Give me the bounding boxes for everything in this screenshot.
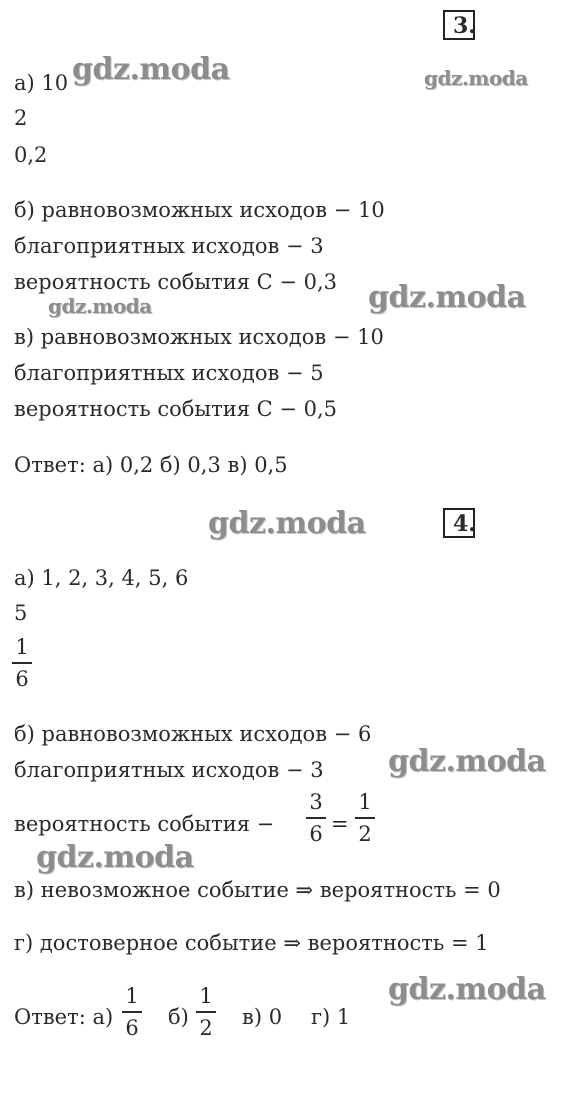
watermark: gdz.moda <box>424 66 528 90</box>
task-3-answer: Ответ: а) 0,2 б) 0,3 в) 0,5 <box>14 453 288 477</box>
task-4b-fraction-1 <box>306 792 326 845</box>
task-4b-equals: = <box>331 812 349 836</box>
fraction-denominator: 6 <box>125 1016 139 1040</box>
fraction-bar <box>122 1011 142 1013</box>
task-3c-line-2: благоприятных исходов − 5 <box>14 361 324 385</box>
fraction-numerator: 1 <box>358 790 372 814</box>
task-4-answer-a-fraction <box>122 986 142 1039</box>
task-4b-fraction-2 <box>355 792 375 845</box>
task-4b-line-3-prefix: вероятность события − <box>14 812 275 836</box>
task-4-answer-c: в) 0 <box>242 1005 283 1029</box>
fraction-numerator: 1 <box>15 635 29 659</box>
task-4a-line-1: а) 1, 2, 3, 4, 5, 6 <box>14 566 189 590</box>
task-4-answer-prefix: Ответ: а) <box>14 1005 114 1029</box>
fraction-bar <box>355 817 375 819</box>
task-3-number-box <box>443 10 475 40</box>
watermark: gdz.moda <box>36 840 194 875</box>
watermark: gdz.moda <box>388 972 546 1007</box>
fraction-numerator: 3 <box>309 790 323 814</box>
task-3a-line-1: а) 10 <box>14 71 69 95</box>
task-3a-line-3: 0,2 <box>14 143 48 167</box>
task-4b-line-2: благоприятных исходов − 3 <box>14 758 324 782</box>
task-4-number-box <box>443 508 475 538</box>
task-3b-line-3: вероятность события С − 0,3 <box>14 270 338 294</box>
task-3b-line-2: благоприятных исходов − 3 <box>14 234 324 258</box>
task-4-answer-d: г) 1 <box>311 1005 351 1029</box>
fraction-numerator: 1 <box>125 984 139 1008</box>
task-4c-line: в) невозможное событие ⇒ вероятность = 0 <box>14 878 501 902</box>
watermark: gdz.moda <box>48 294 152 318</box>
fraction-denominator: 6 <box>15 667 29 691</box>
watermark: gdz.moda <box>388 744 546 779</box>
task-4b-line-1: б) равновозможных исходов − 6 <box>14 722 372 746</box>
fraction-bar <box>306 817 326 819</box>
watermark: gdz.moda <box>72 52 230 87</box>
watermark: gdz.moda <box>368 280 526 315</box>
task-4d-line: г) достоверное событие ⇒ вероятность = 1 <box>14 931 489 955</box>
task-3c-line-1: в) равновозможных исходов − 10 <box>14 325 384 349</box>
task-3a-line-2: 2 <box>14 106 28 130</box>
task-3c-line-3: вероятность события С − 0,5 <box>14 397 338 421</box>
task-4a-fraction <box>12 637 32 690</box>
fraction-bar <box>196 1011 216 1013</box>
task-4a-line-2: 5 <box>14 601 28 625</box>
task-3-number: 3. <box>453 13 476 39</box>
task-3b-line-1: б) равновозможных исходов − 10 <box>14 198 385 222</box>
task-4-answer-b-fraction <box>196 986 216 1039</box>
fraction-denominator: 6 <box>309 822 323 846</box>
task-4-number: 4. <box>453 511 476 537</box>
fraction-bar <box>12 662 32 664</box>
fraction-denominator: 2 <box>358 822 372 846</box>
fraction-numerator: 1 <box>199 984 213 1008</box>
watermark: gdz.moda <box>208 506 366 541</box>
task-4-answer-b-label: б) <box>168 1005 189 1029</box>
fraction-denominator: 2 <box>199 1016 213 1040</box>
